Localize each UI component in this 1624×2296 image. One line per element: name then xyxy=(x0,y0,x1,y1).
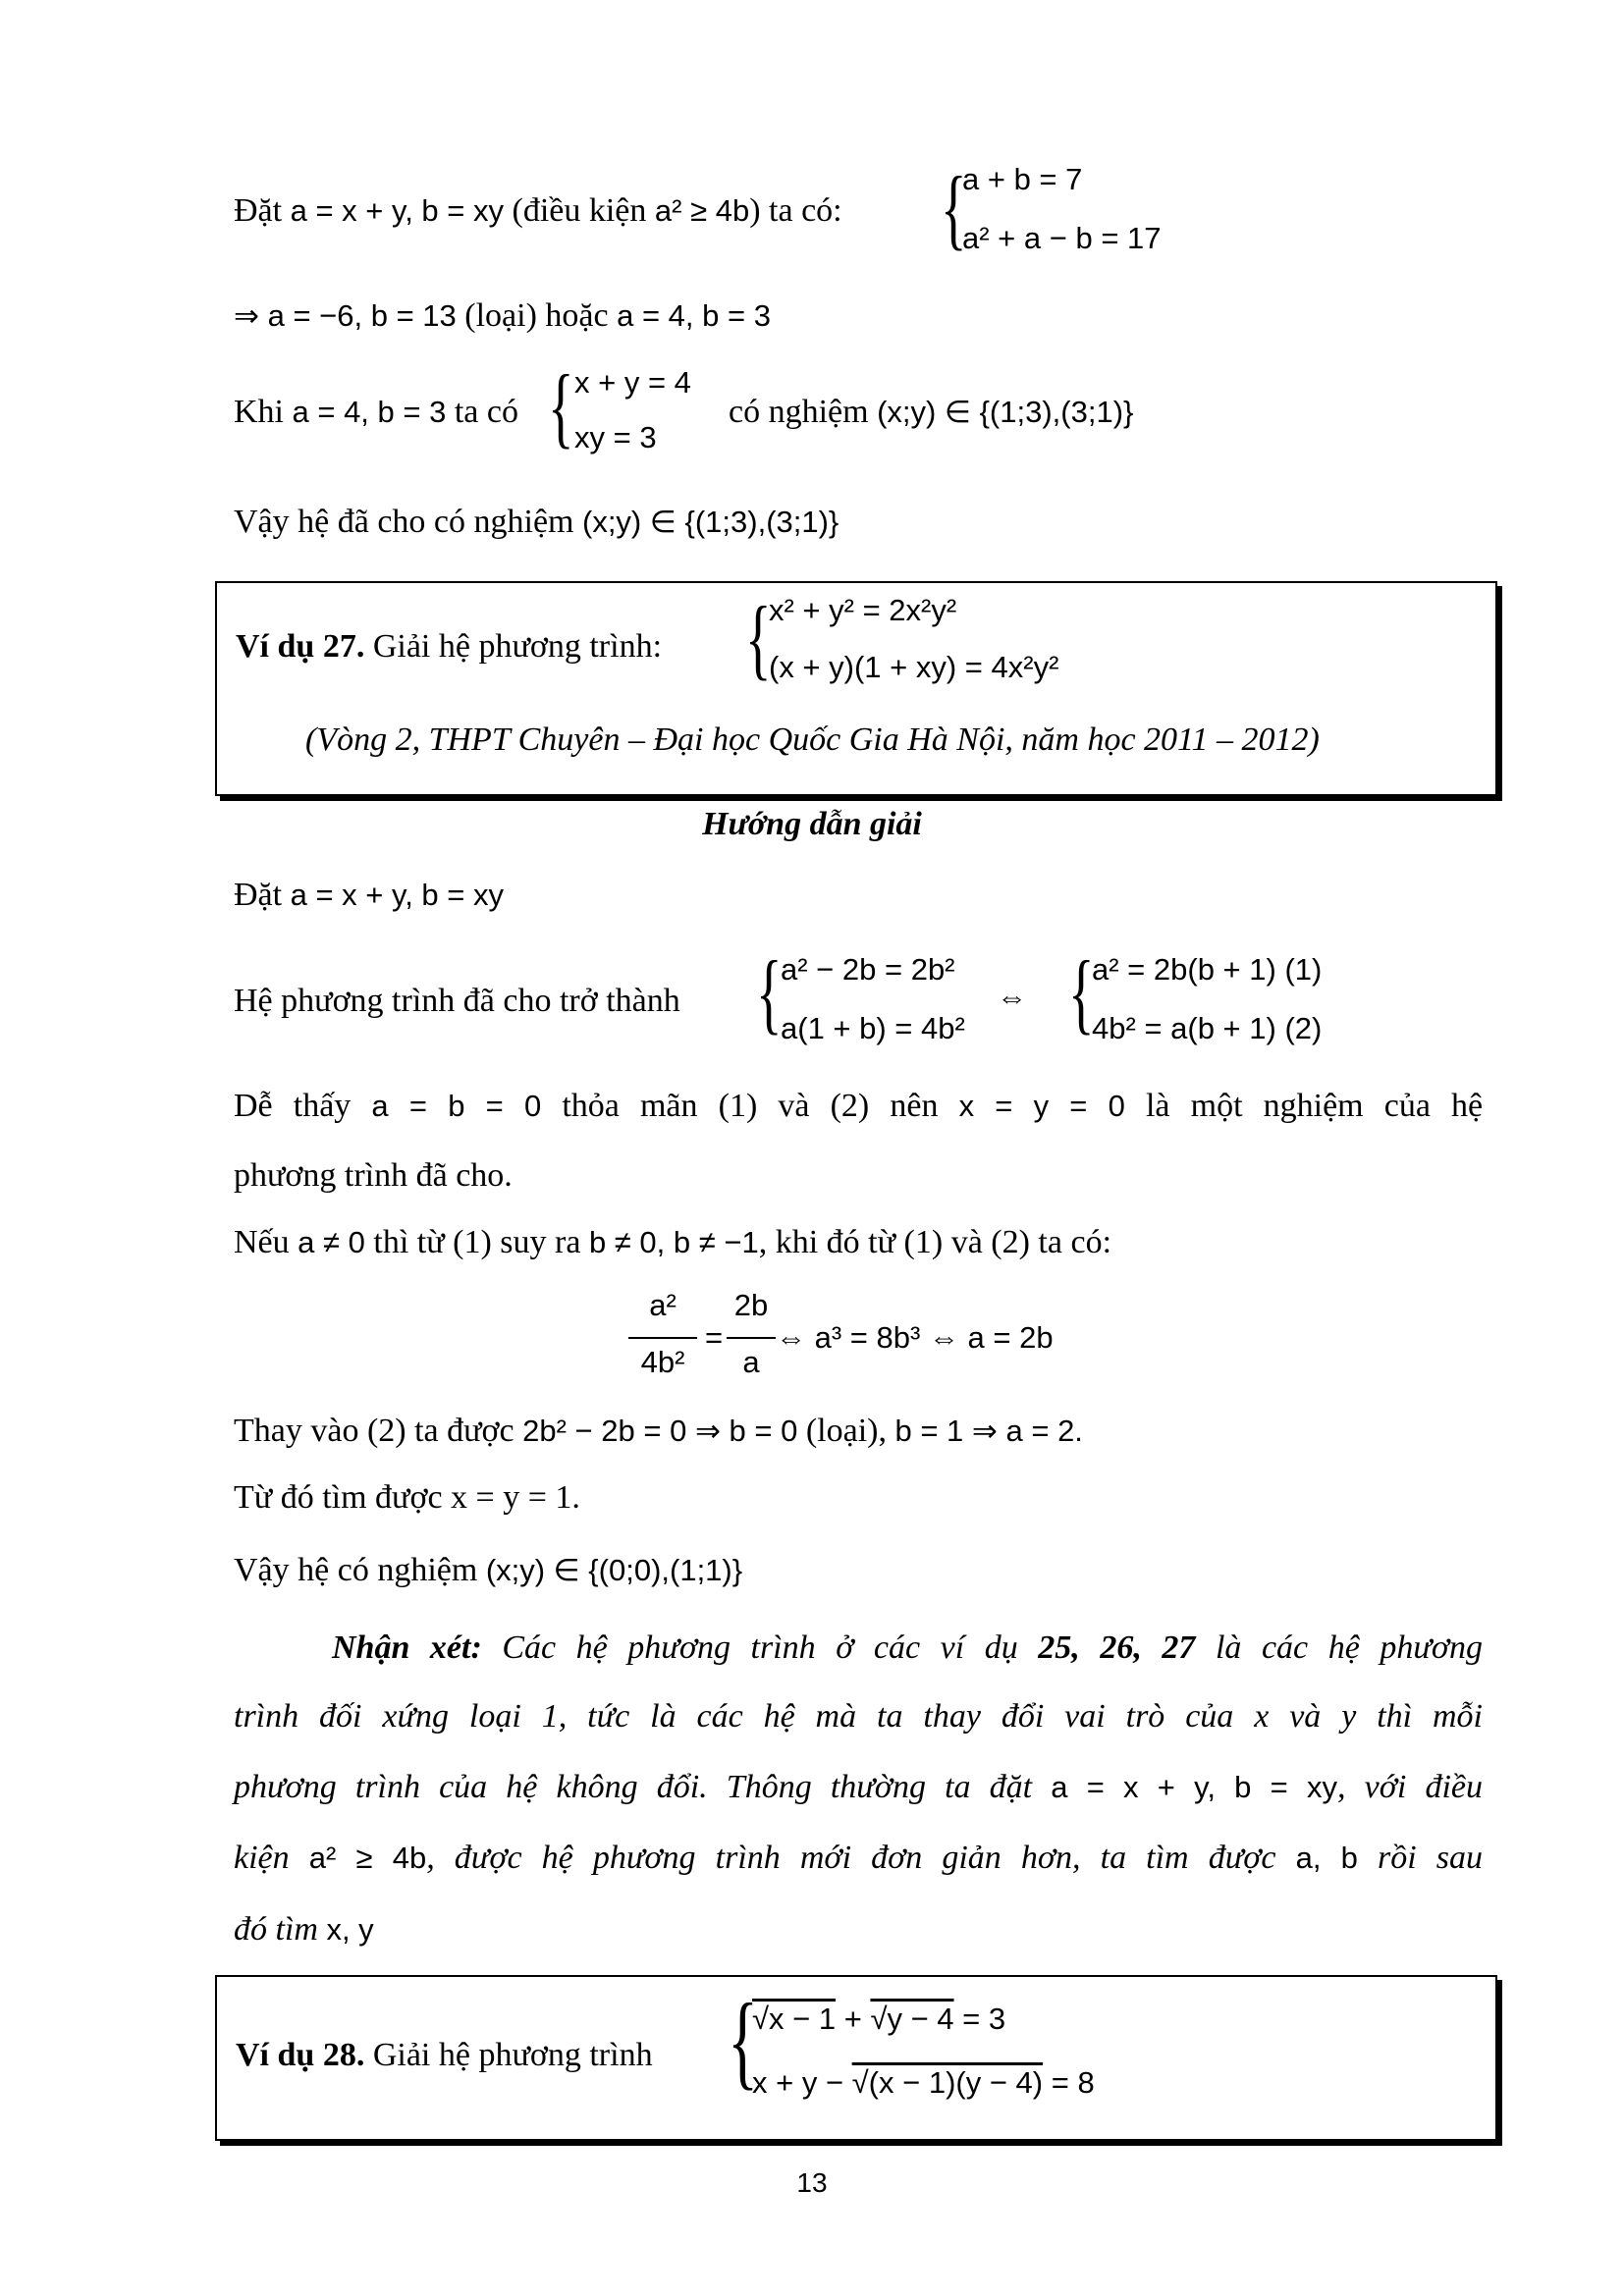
system-brace: { xyxy=(548,356,574,456)
text: kiện xyxy=(234,1840,290,1876)
math-expr: (x;y) ∈ {(1;3),(3;1)} xyxy=(582,505,839,539)
math-expr: x, y xyxy=(326,1912,374,1947)
example-28-statement xyxy=(236,2036,653,2074)
word: hệ xyxy=(1451,1088,1484,1124)
text: Vậy hệ có nghiệm xyxy=(234,1552,478,1588)
math-expr: 2b² − 2b = 0 ⇒ b = 0 xyxy=(522,1414,798,1448)
math-expr: a = b = 0 xyxy=(371,1089,542,1123)
line-transform xyxy=(234,982,680,1020)
line-observation xyxy=(234,1088,1483,1125)
text: Vậy hệ đã cho có nghiệm xyxy=(234,504,574,540)
text: rồi sau xyxy=(1377,1840,1483,1876)
math-expr: a = x + y, b = xy xyxy=(290,878,504,912)
text: Giải hệ phương trình: xyxy=(372,628,663,665)
equals-sign: = xyxy=(704,1320,724,1355)
text: thì từ (1) suy ra xyxy=(373,1224,581,1260)
system-row: a + b = 7 xyxy=(962,162,1083,196)
page-number: 13 xyxy=(796,2167,828,2198)
text: (loại) hoặc xyxy=(464,297,609,334)
math-expr: a² ≥ 4b xyxy=(654,193,750,228)
line-result-1 xyxy=(234,296,771,335)
system-brace: { xyxy=(1068,942,1095,1042)
word: mãn xyxy=(639,1088,698,1124)
fraction-bar xyxy=(628,1337,697,1339)
remark-line-4 xyxy=(234,1840,1483,1877)
text: đó tìm xyxy=(234,1911,318,1948)
text: Nếu xyxy=(234,1224,290,1260)
math-expr: a² ≥ 4b xyxy=(308,1841,427,1875)
sqrt-term: √(x − 1)(y − 4) xyxy=(851,2065,1044,2100)
line-observation-cont: phương trình đã cho. xyxy=(234,1157,513,1194)
fraction-numerator: a² xyxy=(649,1288,677,1322)
line-substitute xyxy=(234,1412,1083,1450)
text: Các hệ phương trình ở các ví dụ xyxy=(502,1629,1018,1666)
text: ta có xyxy=(454,394,518,430)
system-row: (x + y)(1 + xy) = 4x²y² xyxy=(769,650,1059,684)
text: là các hệ phương xyxy=(1215,1629,1484,1666)
math-expr: a = 4, b = 3 xyxy=(292,395,447,429)
math-expr: a, b xyxy=(1295,1841,1358,1875)
word: của xyxy=(1383,1088,1431,1124)
line-substitution-1 xyxy=(234,191,842,230)
line-case xyxy=(234,1223,1111,1261)
system-brace: { xyxy=(728,1983,759,2100)
text: Thay vào (2) ta được xyxy=(234,1413,514,1449)
example-28-box xyxy=(215,1975,1497,2141)
system-brace: { xyxy=(745,588,772,688)
system-row: a² − 2b = 2b² xyxy=(781,952,955,987)
system-row: x² + y² = 2x²y² xyxy=(769,593,957,627)
sqrt-term: √x − 1 xyxy=(752,2002,837,2036)
fraction-denominator: 4b² xyxy=(640,1345,685,1379)
remark-line-3 xyxy=(234,1769,1483,1806)
line-when xyxy=(234,393,518,431)
equivalence-symbol: ⇔ xyxy=(997,980,1027,1014)
line-substitution-2 xyxy=(234,876,504,914)
math-expr: a ≠ 0 xyxy=(298,1225,365,1259)
word: nghiệm xyxy=(1263,1088,1364,1124)
text: ) ta có: xyxy=(749,192,842,229)
word: thỏa xyxy=(562,1088,620,1124)
system-row: a² + a − b = 17 xyxy=(962,221,1162,255)
system-row: 4b² = a(b + 1) (2) xyxy=(1092,1011,1323,1045)
line-conclusion-1 xyxy=(234,503,839,541)
word: (1) xyxy=(718,1088,758,1124)
rhs: = 8 xyxy=(1051,2065,1095,2100)
math-expr: x = y = 0 xyxy=(958,1089,1125,1123)
example-label: Ví dụ 27. xyxy=(236,628,365,665)
line-found: Từ đó tìm được x = y = 1. xyxy=(234,1479,580,1516)
remark-line-2: trình đối xứng loại 1, tức là các hệ mà ta thay đổi vai trò của x và y thì mỗi xyxy=(234,1698,1483,1735)
text: Khi xyxy=(234,394,284,430)
text: , khi đó từ (1) và (2) ta có: xyxy=(758,1224,1112,1260)
text: (điều kiện xyxy=(512,192,647,229)
system-row: a² = 2b(b + 1) (1) xyxy=(1092,952,1323,987)
math-expr: a = x + y, b = xy xyxy=(1051,1770,1338,1804)
lhs: x + y − xyxy=(752,2065,844,2100)
word: (2) xyxy=(830,1088,870,1124)
text: có nghiệm xyxy=(729,394,869,430)
math-expr: a = 4, b = 3 xyxy=(617,298,771,333)
system-row xyxy=(752,2065,1095,2101)
guide-title: Hướng dẫn giải xyxy=(702,806,922,842)
text: phương trình của hệ không đổi. Thông thường ta đặt xyxy=(234,1769,1033,1805)
math-expr: b ≠ 0, b ≠ −1 xyxy=(588,1225,759,1259)
system-row xyxy=(752,2002,1005,2037)
system-brace: { xyxy=(941,158,967,258)
example-label: Ví dụ 28. xyxy=(236,2037,365,2073)
math-expr: b = 1 ⇒ a = 2. xyxy=(894,1414,1083,1448)
remark-label: Nhận xét: xyxy=(332,1629,482,1666)
word: và xyxy=(778,1088,810,1124)
rhs: = 3 xyxy=(962,2002,1006,2036)
text: Đặt xyxy=(234,877,283,913)
word: là xyxy=(1145,1088,1170,1124)
math-expr: (x;y) ∈ {(1;3),(3;1)} xyxy=(877,395,1134,429)
text: , với điều xyxy=(1337,1769,1483,1805)
text: Đặt xyxy=(234,192,283,229)
word: Dễ xyxy=(234,1088,273,1124)
system-brace: { xyxy=(756,942,783,1042)
remark-line-5 xyxy=(234,1910,374,1949)
line-conclusion-2 xyxy=(234,1551,742,1589)
text: (loại), xyxy=(805,1413,887,1449)
example-27-box xyxy=(215,581,1497,796)
sqrt-term: √y − 4 xyxy=(870,2002,954,2036)
math-expr: (x;y) ∈ {(0;0),(1;1)} xyxy=(485,1553,743,1587)
text: Hệ phương trình đã cho trở thành xyxy=(234,983,680,1019)
system-row: xy = 3 xyxy=(574,420,657,454)
plus-sign: + xyxy=(843,2002,862,2036)
text: 25, 26, 27 xyxy=(1038,1629,1196,1666)
fraction-denominator: a xyxy=(742,1345,760,1379)
line-when-tail xyxy=(729,393,1133,431)
word: một xyxy=(1190,1088,1243,1124)
system-row: x + y = 4 xyxy=(574,365,691,400)
word: thấy xyxy=(293,1088,352,1124)
example-27-statement xyxy=(236,627,662,666)
math-expr: a = x + y, b = xy xyxy=(290,193,504,228)
remark-line-1 xyxy=(332,1629,1483,1667)
system-row: a(1 + b) = 4b² xyxy=(781,1011,965,1045)
fraction-numerator: 2b xyxy=(733,1288,769,1322)
math-expr: ⇔ a³ = 8b³ ⇔ a = 2b xyxy=(776,1320,1054,1355)
word: nên xyxy=(890,1088,939,1124)
math-expr: ⇒ a = −6, b = 13 xyxy=(234,298,457,333)
fraction-bar xyxy=(727,1337,776,1339)
text: , được hệ phương trình mới đơn giản hơn, ta tìm được xyxy=(426,1840,1276,1876)
text: Giải hệ phương trình xyxy=(372,2037,653,2073)
example-27-source: (Vòng 2, THPT Chuyên – Đại học Quốc Gia Hà Nội, năm học 2011 – 2012) xyxy=(305,721,1320,758)
